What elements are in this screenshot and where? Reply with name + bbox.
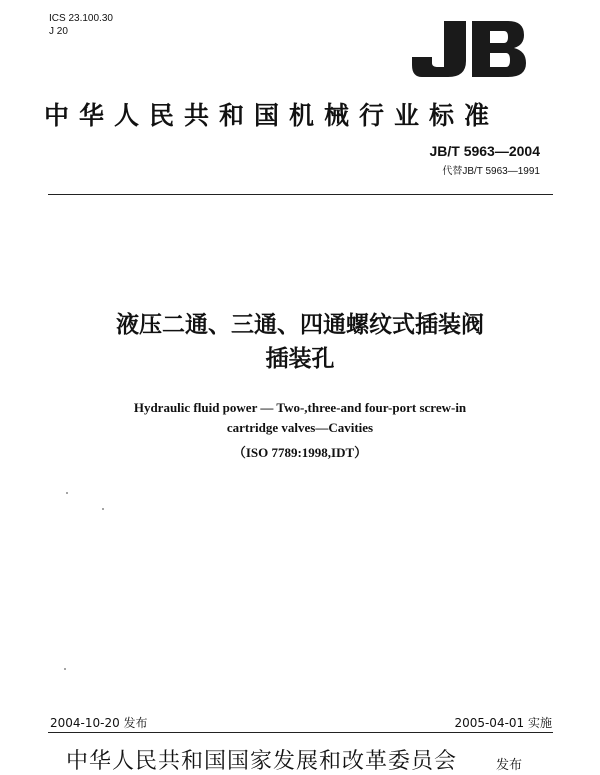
bottom-divider <box>48 732 553 733</box>
standard-number: JB/T 5963—2004 <box>429 143 540 159</box>
english-title <box>0 398 600 438</box>
scan-speck <box>66 492 68 494</box>
chinese-title-line1: 液压二通、三通、四通螺纹式插装阀 <box>116 312 484 338</box>
standard-category-title: 中华人民共和国机械行业标准 <box>44 101 500 130</box>
issuer-suffix: 发布 <box>496 758 523 773</box>
replaces-standard: 代替JB/T 5963—1991 <box>442 166 540 177</box>
classification-code: J 20 <box>49 26 68 37</box>
issue-date: 2004-10-20 发布 <box>50 716 148 730</box>
scan-speck <box>64 668 66 670</box>
iso-reference: （ISO 7789:1998,IDT） <box>232 445 368 460</box>
scan-speck <box>102 508 104 510</box>
ics-code: ICS 23.100.30 <box>49 13 113 24</box>
issuer-name: 中华人民共和国国家发展和改革委员会 <box>66 749 458 774</box>
chinese-title <box>0 308 600 376</box>
ics-block <box>49 12 113 38</box>
english-title-line2: cartridge valves—Cavities <box>226 420 374 435</box>
jb-logo <box>408 15 530 83</box>
english-title-line1: Hydraulic fluid power — Two-,three-and four-port screw-in <box>133 400 467 415</box>
top-divider <box>48 194 553 195</box>
chinese-title-line2: 插装孔 <box>265 346 335 372</box>
implementation-date: 2005-04-01 实施 <box>454 716 552 730</box>
